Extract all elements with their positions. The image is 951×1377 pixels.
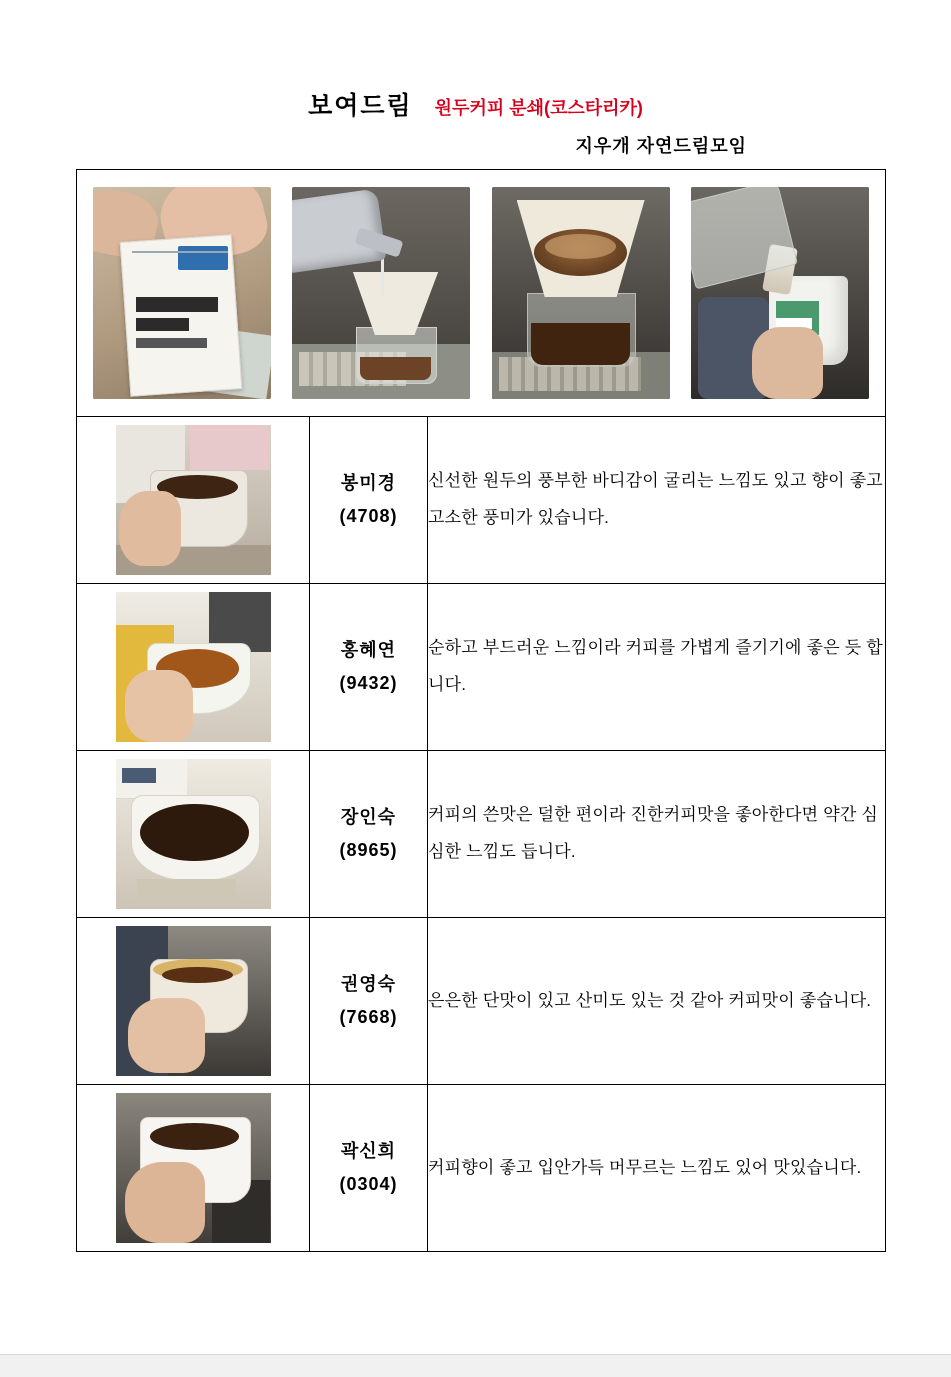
- reviewer-name: 권영숙: [340, 973, 397, 994]
- review-comment: 은은한 단맛이 있고 산미도 있는 것 같아 커피맛이 좋습니다.: [428, 918, 886, 1085]
- title-row: [0, 86, 951, 122]
- review-table: [76, 169, 886, 1252]
- reviewer-id: (8965): [339, 840, 398, 860]
- bottom-bar: [0, 1354, 951, 1377]
- cup-photo-kwon: [77, 918, 310, 1085]
- reviewer-name-cell: [310, 584, 428, 751]
- page-title: 보여드림: [308, 92, 413, 120]
- table-row: [77, 751, 886, 918]
- cup-photo-kwak: [77, 1085, 310, 1252]
- pouring-kettle-photo: [292, 187, 470, 399]
- cup-photo-jang: [77, 751, 310, 918]
- table-row: [77, 417, 886, 584]
- review-comment: 신선한 원두의 풍부한 바디감이 굴리는 느낌도 있고 향이 좋고 고소한 풍미가 있습니다.: [428, 417, 886, 584]
- photo-strip-cell: [77, 170, 886, 417]
- review-comment: 순하고 부드러운 느낌이라 커피를 가볍게 즐기기에 좋은 듯 합니다.: [428, 584, 886, 751]
- table-row: [77, 1085, 886, 1252]
- cup-photo-hong: [77, 584, 310, 751]
- reviewer-id: (0304): [339, 1174, 398, 1194]
- blooming-coffee-photo: [492, 187, 670, 399]
- photo-strip-row: [77, 170, 886, 417]
- reviewer-id: (7668): [339, 1007, 398, 1027]
- table-row: [77, 918, 886, 1085]
- page-subtitle: 원두커피 분쇄(코스타리카): [434, 98, 643, 118]
- reviewer-name: 봉미경: [340, 472, 397, 493]
- reviewer-id: (9432): [339, 673, 398, 693]
- pouring-mug-photo: [691, 187, 869, 399]
- cup-photo-bong: [77, 417, 310, 584]
- photo-strip: [77, 170, 885, 416]
- reviewer-name: 장인숙: [340, 806, 397, 827]
- coffee-bag-photo: [93, 187, 271, 399]
- review-comment: 커피의 쓴맛은 덜한 편이라 진한커피맛을 좋아한다면 약간 심심한 느낌도 듭니다.: [428, 751, 886, 918]
- reviewer-name-cell: [310, 918, 428, 1085]
- reviewer-id: (4708): [339, 506, 398, 526]
- group-name: 지우개 자연드림모임: [575, 136, 747, 156]
- reviewer-name: 곽신희: [340, 1140, 397, 1161]
- reviewer-name-cell: [310, 417, 428, 584]
- document-header: [0, 0, 951, 158]
- reviewer-name: 홍혜연: [340, 639, 397, 660]
- review-comment: 커피향이 좋고 입안가득 머무르는 느낌도 있어 맛있습니다.: [428, 1085, 886, 1252]
- reviewer-name-cell: [310, 1085, 428, 1252]
- table-row: [77, 584, 886, 751]
- reviewer-name-cell: [310, 751, 428, 918]
